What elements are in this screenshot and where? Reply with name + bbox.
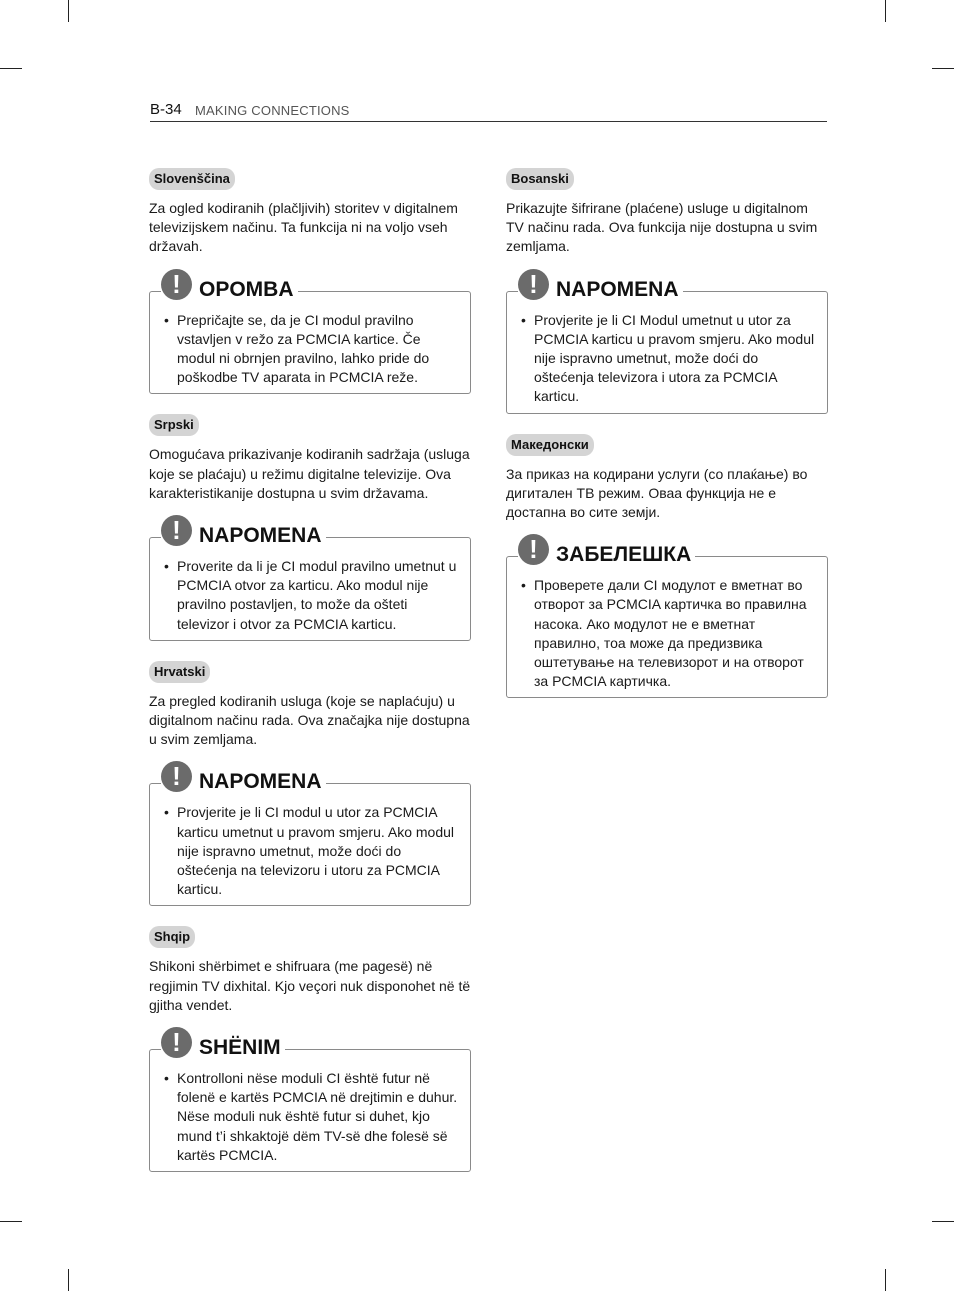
bullet-icon: • xyxy=(164,558,169,575)
page-header xyxy=(150,100,827,122)
intro-text: Omogućava prikazivanje kodiranih sadržaja (usluga koje se plaćaju) u režimu digitalne televizije. Ova karakteristikanije dostupna u svim državama. xyxy=(149,446,470,501)
exclamation-icon: ! xyxy=(518,534,549,565)
note-title: NAPOMENA xyxy=(199,770,322,794)
note-text: Provjerite je li CI Modul umetnut u utor za PCMCIA karticu u pravom smjeru. Ako modul nije ispravno umetnut, može doći do oštećenja televizora i utora za PCMCIA karticu. xyxy=(534,311,815,405)
note-bullet-item xyxy=(164,557,458,634)
note-header xyxy=(161,761,326,794)
language-label: Srpski xyxy=(149,414,199,436)
note-text: Provjerite je li CI modul u utor za PCMCIA karticu umetnut u pravom smjeru. Ako modul nije ispravno umetnut, može doći do oštećenja na televizoru i utoru za PCMCIA karticu. xyxy=(177,804,455,898)
note-header xyxy=(161,1027,285,1060)
exclamation-icon: ! xyxy=(161,515,192,546)
bullet-icon: • xyxy=(164,1070,169,1087)
left-column xyxy=(149,168,471,1192)
note-bullet-item xyxy=(164,311,458,388)
language-section xyxy=(506,434,828,699)
note-text: Prepričajte se, da je CI modul pravilno vstavljen v režo za PCMCIA kartice. Če modul ni obrnjen pravilno, lahko pride do poškodbe TV aparata in PCMCIA reže. xyxy=(177,311,430,386)
intro-text: За приказ на кодирани услуги (со плаќање) во дигитален ТВ режим. Оваа функција не е достапна во сите земји. xyxy=(506,465,808,521)
page-number: B-34 xyxy=(150,101,182,118)
note-box xyxy=(149,761,471,906)
note-frame xyxy=(506,291,828,414)
note-frame xyxy=(149,1049,471,1172)
language-section xyxy=(149,661,471,907)
language-label: Македонски xyxy=(506,434,594,456)
language-section xyxy=(149,926,471,1172)
intro-text: Za ogled kodiranih (plačljivih) storitev v digitalnem televizijskem načinu. Ta funkcija ni na voljo vseh državah. xyxy=(149,200,458,255)
note-frame xyxy=(149,291,471,395)
note-title: NAPOMENA xyxy=(199,524,322,548)
language-section xyxy=(149,414,471,640)
language-label: Bosanski xyxy=(506,168,574,190)
note-title: SHËNIM xyxy=(199,1036,281,1060)
bullet-icon: • xyxy=(164,311,169,328)
exclamation-icon: ! xyxy=(161,269,192,300)
note-frame xyxy=(149,783,471,906)
note-frame xyxy=(506,556,828,698)
note-bullet-item xyxy=(521,311,815,407)
note-bullet-item xyxy=(164,1069,458,1165)
note-header xyxy=(161,269,298,302)
note-box xyxy=(149,515,471,641)
note-text: Proverite da li je CI modul pravilno umetnut u PCMCIA otvor za karticu. Ako modul nije pravilno postavljen, to može da ošteti televizor i otvor za PCMCIA karticu. xyxy=(177,558,457,632)
language-section xyxy=(506,168,828,414)
crop-mark xyxy=(68,0,69,22)
crop-mark xyxy=(0,1221,22,1222)
language-label: Shqip xyxy=(149,926,195,948)
note-box xyxy=(506,534,828,698)
crop-mark xyxy=(885,0,886,22)
crop-mark xyxy=(885,1269,886,1291)
crop-mark xyxy=(932,68,954,69)
bullet-icon: • xyxy=(521,577,526,594)
note-bullet-item xyxy=(521,576,815,691)
note-text: Kontrolloni nëse moduli CI është futur në folenë e kartës PCMCIA në drejtimin e duhur. Nëse moduli nuk është futur si duhet, kjo mund t’i shkaktojë dëm TV-së dhe folesë së kartës PCMCIA. xyxy=(177,1070,458,1163)
note-title: NAPOMENA xyxy=(556,277,679,301)
bullet-icon: • xyxy=(164,804,169,821)
note-header xyxy=(161,515,326,548)
crop-mark xyxy=(68,1269,69,1291)
note-title: ЗАБЕЛЕШКА xyxy=(556,543,692,567)
crop-mark xyxy=(0,68,22,69)
bullet-icon: • xyxy=(521,311,526,328)
note-bullet-item xyxy=(164,803,458,899)
exclamation-icon: ! xyxy=(161,1027,192,1058)
note-title: OPOMBA xyxy=(199,277,294,301)
intro-text: Prikazujte šifrirane (plaćene) usluge u digitalnom TV načinu rada. Ova funkcija nije dostupna u svim zemljama. xyxy=(506,200,818,255)
language-label: Hrvatski xyxy=(149,661,210,683)
note-frame xyxy=(149,537,471,641)
exclamation-icon: ! xyxy=(518,269,549,300)
note-text: Проверете дали CI модулот е вметнат во отворот за PCMCIA картичка во правилна насока. Ако модулот не е вметнат правилно, тоа може да предизвика оштетување на телевизорот и на отворот за PCMCIA картичка. xyxy=(534,577,807,690)
right-column xyxy=(506,168,828,718)
exclamation-icon: ! xyxy=(161,761,192,792)
crop-mark xyxy=(932,1221,954,1222)
intro-text: Za pregled kodiranih usluga (koje se naplaćuju) u digitalnom načinu rada. Ova značajka nije dostupna u svim zemljama. xyxy=(149,692,470,748)
note-header xyxy=(518,534,695,567)
note-box xyxy=(506,268,828,414)
language-section xyxy=(149,168,471,394)
intro-text: Shikoni shërbimet e shifruara (me pagesë) në regjimin TV dixhital. Kjo veçori nuk disponohet në të gjitha vendet. xyxy=(149,958,471,1013)
note-header xyxy=(518,269,683,302)
section-title: MAKING CONNECTIONS xyxy=(195,103,350,118)
note-box xyxy=(149,1027,471,1172)
note-box xyxy=(149,268,471,395)
language-label: Slovenščina xyxy=(149,168,235,190)
